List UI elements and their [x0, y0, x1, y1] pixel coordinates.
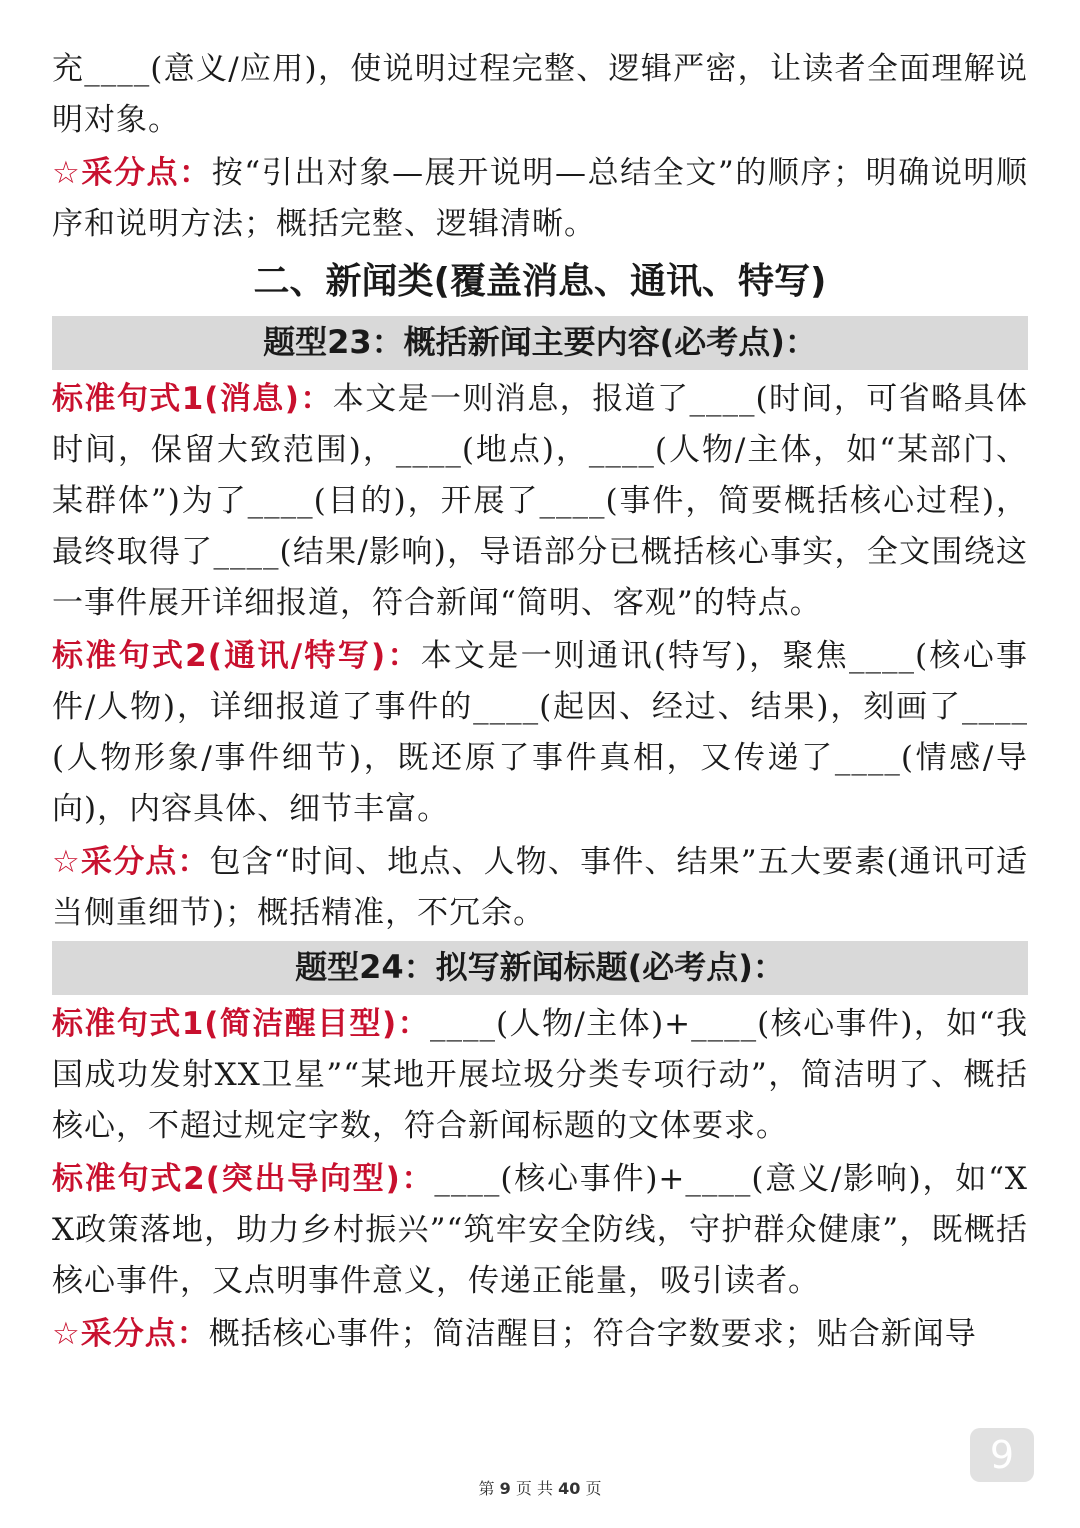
- type24-pattern-1: [52, 999, 1028, 1152]
- pattern-text: 本文是一则通讯(特写)，聚焦____(核心事件/人物)，详细报道了事件的____(起因、经过、结果)，刻画了____(人物形象/事件细节)，既还原了事件真相，又传递了____(情感/导向)，内容具体、细节丰富。: [52, 638, 1029, 827]
- scoring-points-1: [52, 148, 1028, 250]
- scoring-text: 概括核心事件；简洁醒目；符合字数要求；贴合新闻导: [208, 1316, 977, 1352]
- question-type-23-header: 题型23：概括新闻主要内容(必考点)：: [52, 316, 1028, 370]
- page-number-badge: 9: [970, 1428, 1034, 1482]
- type23-scoring-points: [52, 837, 1028, 939]
- scoring-label: ☆采分点：: [52, 155, 212, 191]
- type24-pattern-2: [52, 1154, 1028, 1307]
- type23-pattern-2: [52, 631, 1028, 835]
- scoring-text: 包含“时间、地点、人物、事件、结果”五大要素(通讯可适当侧重细节)；概括精准，不冗余。: [52, 844, 1028, 931]
- type24-scoring-points: [52, 1309, 1028, 1360]
- section-title-news: 二、新闻类(覆盖消息、通讯、特写): [253, 261, 827, 302]
- footer-total-pages: 40: [558, 1479, 581, 1498]
- pattern-text: ____(人物/主体)+____(核心事件)，如“我国成功发射XX卫星”“某地开展垃圾分类专项行动”，简洁明了、概括核心，不超过规定字数，符合新闻标题的文体要求。: [52, 1006, 1028, 1144]
- paragraph-continuation: [52, 44, 1028, 146]
- question-type-24-header: 题型24：拟写新闻标题(必考点)：: [52, 941, 1028, 995]
- page-footer: [0, 1476, 1080, 1499]
- footer-prefix: 第: [478, 1479, 495, 1498]
- footer-suffix: 页: [585, 1479, 602, 1498]
- pattern-label: 标准句式1(简洁醒目型)：: [52, 1006, 430, 1042]
- scoring-label: ☆采分点：: [52, 844, 210, 880]
- scoring-text: 按“引出对象—展开说明—总结全文”的顺序；明确说明顺序和说明方法；概括完整、逻辑清晰。: [52, 155, 1028, 242]
- scoring-label: ☆采分点：: [52, 1316, 209, 1352]
- footer-mid: 页 共: [515, 1479, 553, 1498]
- paragraph-text: 充____(意义/应用)，使说明过程完整、逻辑严密，让读者全面理解说明对象。: [52, 51, 1028, 138]
- document-page: [52, 44, 1028, 1362]
- type23-pattern-1: [52, 374, 1028, 629]
- pattern-label: 标准句式2(突出导向型)：: [52, 1161, 435, 1197]
- pattern-text: ____(核心事件)+____(意义/影响)，如“XX政策落地，助力乡村振兴”“筑牢安全防线，守护群众健康”，既概括核心事件，又点明事件意义，传递正能量，吸引读者。: [52, 1161, 1028, 1299]
- pattern-label: 标准句式1(消息)：: [52, 381, 333, 417]
- pattern-text: 本文是一则消息，报道了____(时间，可省略具体时间，保留大致范围)，____(地点)，____(人物/主体，如“某部门、某群体”)为了____(目的)，开展了____(事件，简要概括核心过程)，最终取得了____(结果/影响)，导语部分已概括核心事实，全文围绕这一事件展开详细报道，符合新闻“简明、客观”的特点。: [52, 381, 1029, 621]
- footer-page-number: 9: [499, 1479, 511, 1498]
- pattern-label: 标准句式2(通讯/特写)：: [52, 638, 421, 674]
